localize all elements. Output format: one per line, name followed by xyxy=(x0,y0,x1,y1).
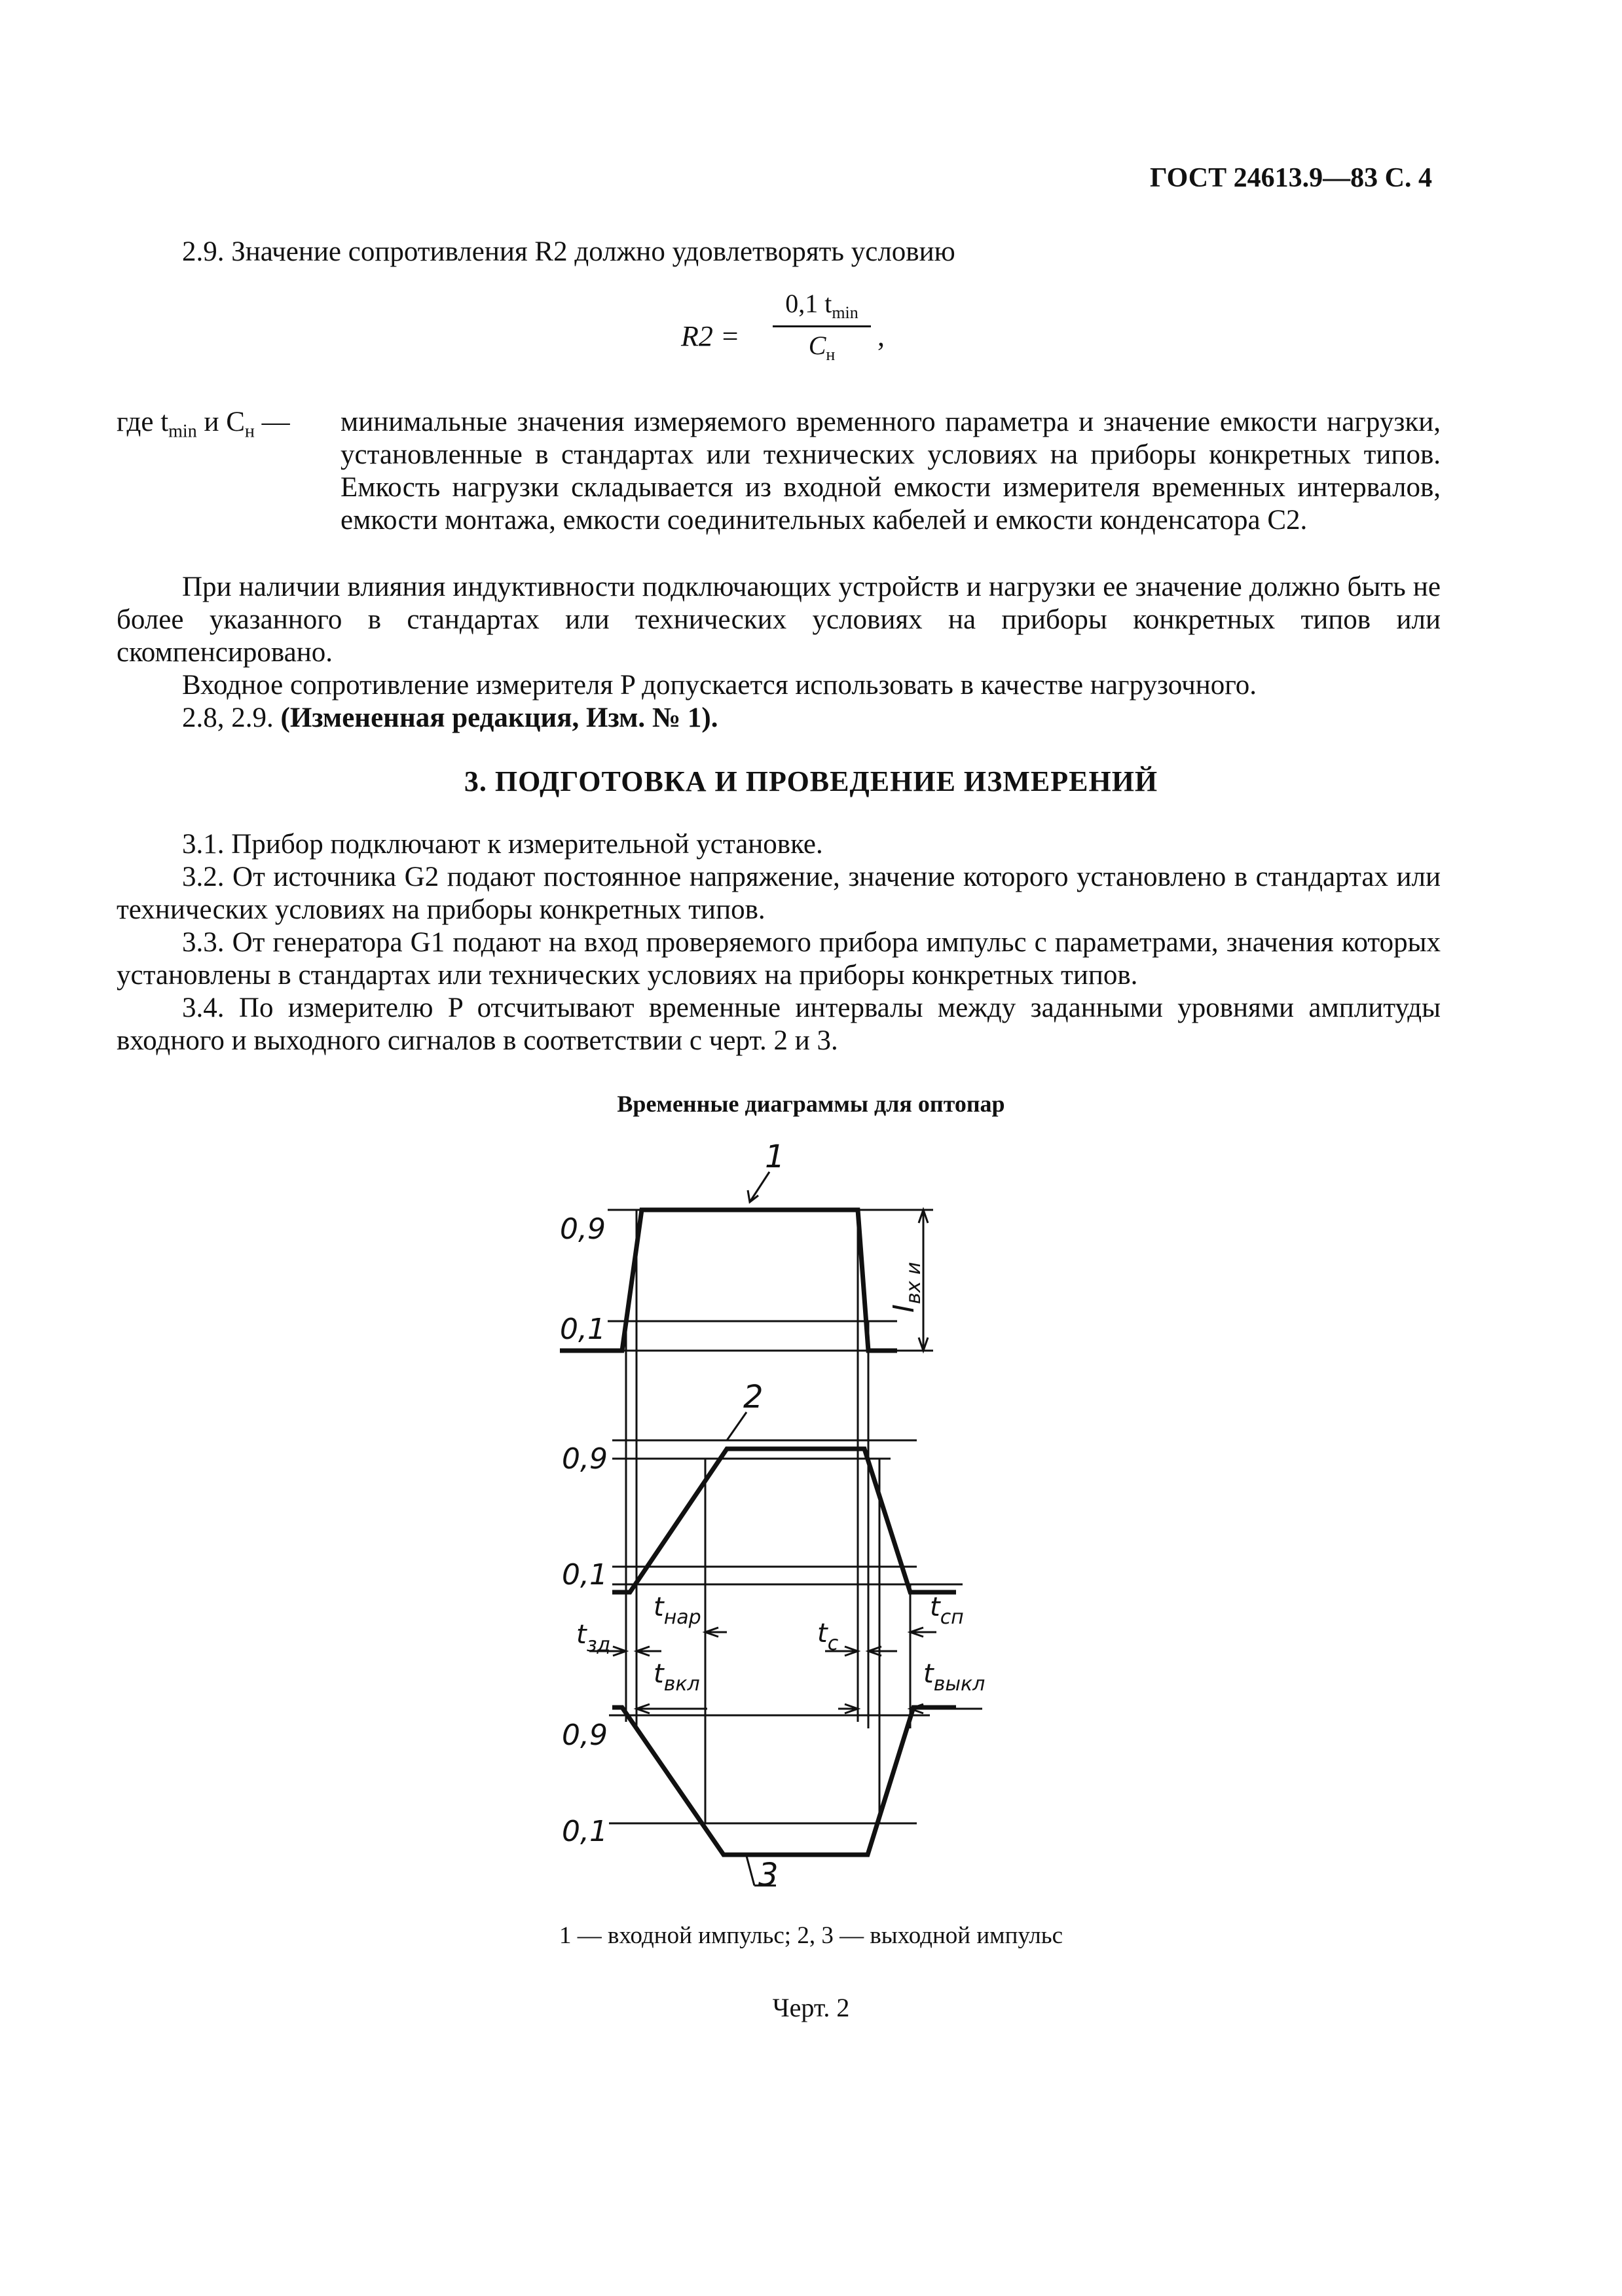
label-t-vkl: $t_{вкл}$ xyxy=(654,1659,700,1696)
label-t-sp: $t_{сп}$ xyxy=(930,1592,964,1629)
pulse-curve-1 xyxy=(560,1210,897,1351)
section-title: 3. ПОДГОТОВКА И ПРОВЕДЕНИЕ ИЗМЕРЕНИЙ xyxy=(464,765,1158,797)
page-header: ГОСТ 24613.9—83 С. 4 xyxy=(1149,163,1432,193)
paragraph-3-4: 3.4. По измерителю P отсчитывают временные интервалы между заданными уровнями амплитуды входного и выходного сигналов в соответствии с черт. 2 и 3. xyxy=(117,993,1441,1056)
paragraph-3-1: 3.1. Прибор подключают к измерительной установке. xyxy=(182,829,823,860)
label-01-bot: 0,1 xyxy=(562,1815,608,1848)
where-label: где $t_{min}$ и $C_н$ — xyxy=(117,407,290,442)
formula-lhs: R2 = xyxy=(681,320,740,352)
chart-number: Черт. 2 xyxy=(772,1993,850,2022)
formula-denominator: $C_н$ xyxy=(808,331,836,364)
label-t-nar: $t_{нар}$ xyxy=(654,1592,701,1629)
paragraph-input-resistance: Входное сопротивление измерителя P допускается использовать в качестве нагрузочного. xyxy=(182,670,1257,701)
paragraph-inductance: При наличии влияния индуктивности подключающих устройств и нагрузки ее значение должно быть не более указанного в стандартах или технических условиях на приборы конкретных типов или скомпенсировано. xyxy=(117,572,1441,668)
figure-title: Временные диаграммы для оптопар xyxy=(617,1091,1005,1117)
leader-1 xyxy=(750,1172,769,1202)
pulse-curve-2 xyxy=(612,1449,956,1592)
label-t-zd: $t_{зд}$ xyxy=(576,1620,611,1656)
paragraph-revision: 2.8, 2.9. (Измененная редакция, Изм. № 1). xyxy=(182,702,718,733)
figure-legend: 1 — входной импульс; 2, 3 — выходной импульс xyxy=(559,1922,1063,1949)
label-09-bot: 0,9 xyxy=(562,1719,608,1752)
formula-comma: , xyxy=(877,320,885,352)
where-definition: минимальные значения измеряемого временного параметра и значение емкости нагрузки, установленные в стандартах или технических условиях на приборы конкретных типов. Емкость нагрузки складывается из входной емкости измерителя временных интервалов, емкости монтажа, емкости соединительных кабелей и емкости конденсатора C2. xyxy=(341,407,1441,536)
label-09-top: 0,9 xyxy=(560,1212,606,1246)
paragraph-3-3: 3.3. От генератора G1 подают на вход проверяемого прибора импульс с параметрами, значения которых установлены в стандартах или технических условиях на приборы конкретных типов. xyxy=(117,927,1441,991)
leader-2 xyxy=(727,1412,746,1440)
paragraph-2-9: 2.9. Значение сопротивления R2 должно удовлетворять условию xyxy=(182,236,955,267)
paragraph-3-2: 3.2. От источника G2 подают постоянное напряжение, значение которого установлено в стандартах или технических условиях на приборы конкретных типов. xyxy=(117,862,1441,925)
label-01-mid: 0,1 xyxy=(562,1558,608,1592)
curve-label-3: 3 xyxy=(758,1857,779,1893)
i-amplitude-label: $I_{вх и}$ xyxy=(887,1262,925,1313)
curve-label-2: 2 xyxy=(743,1379,764,1415)
label-09-mid: 0,9 xyxy=(562,1442,608,1476)
label-01-top: 0,1 xyxy=(560,1313,606,1346)
pulse-curve-3 xyxy=(612,1707,956,1855)
label-t-c: $t_с$ xyxy=(817,1618,839,1655)
curve-label-1: 1 xyxy=(765,1139,785,1175)
label-t-vykl: $t_{выкл}$ xyxy=(923,1659,986,1696)
leader-3 xyxy=(746,1856,754,1886)
formula-numerator: 0,1 $t_{min}$ xyxy=(785,289,858,322)
